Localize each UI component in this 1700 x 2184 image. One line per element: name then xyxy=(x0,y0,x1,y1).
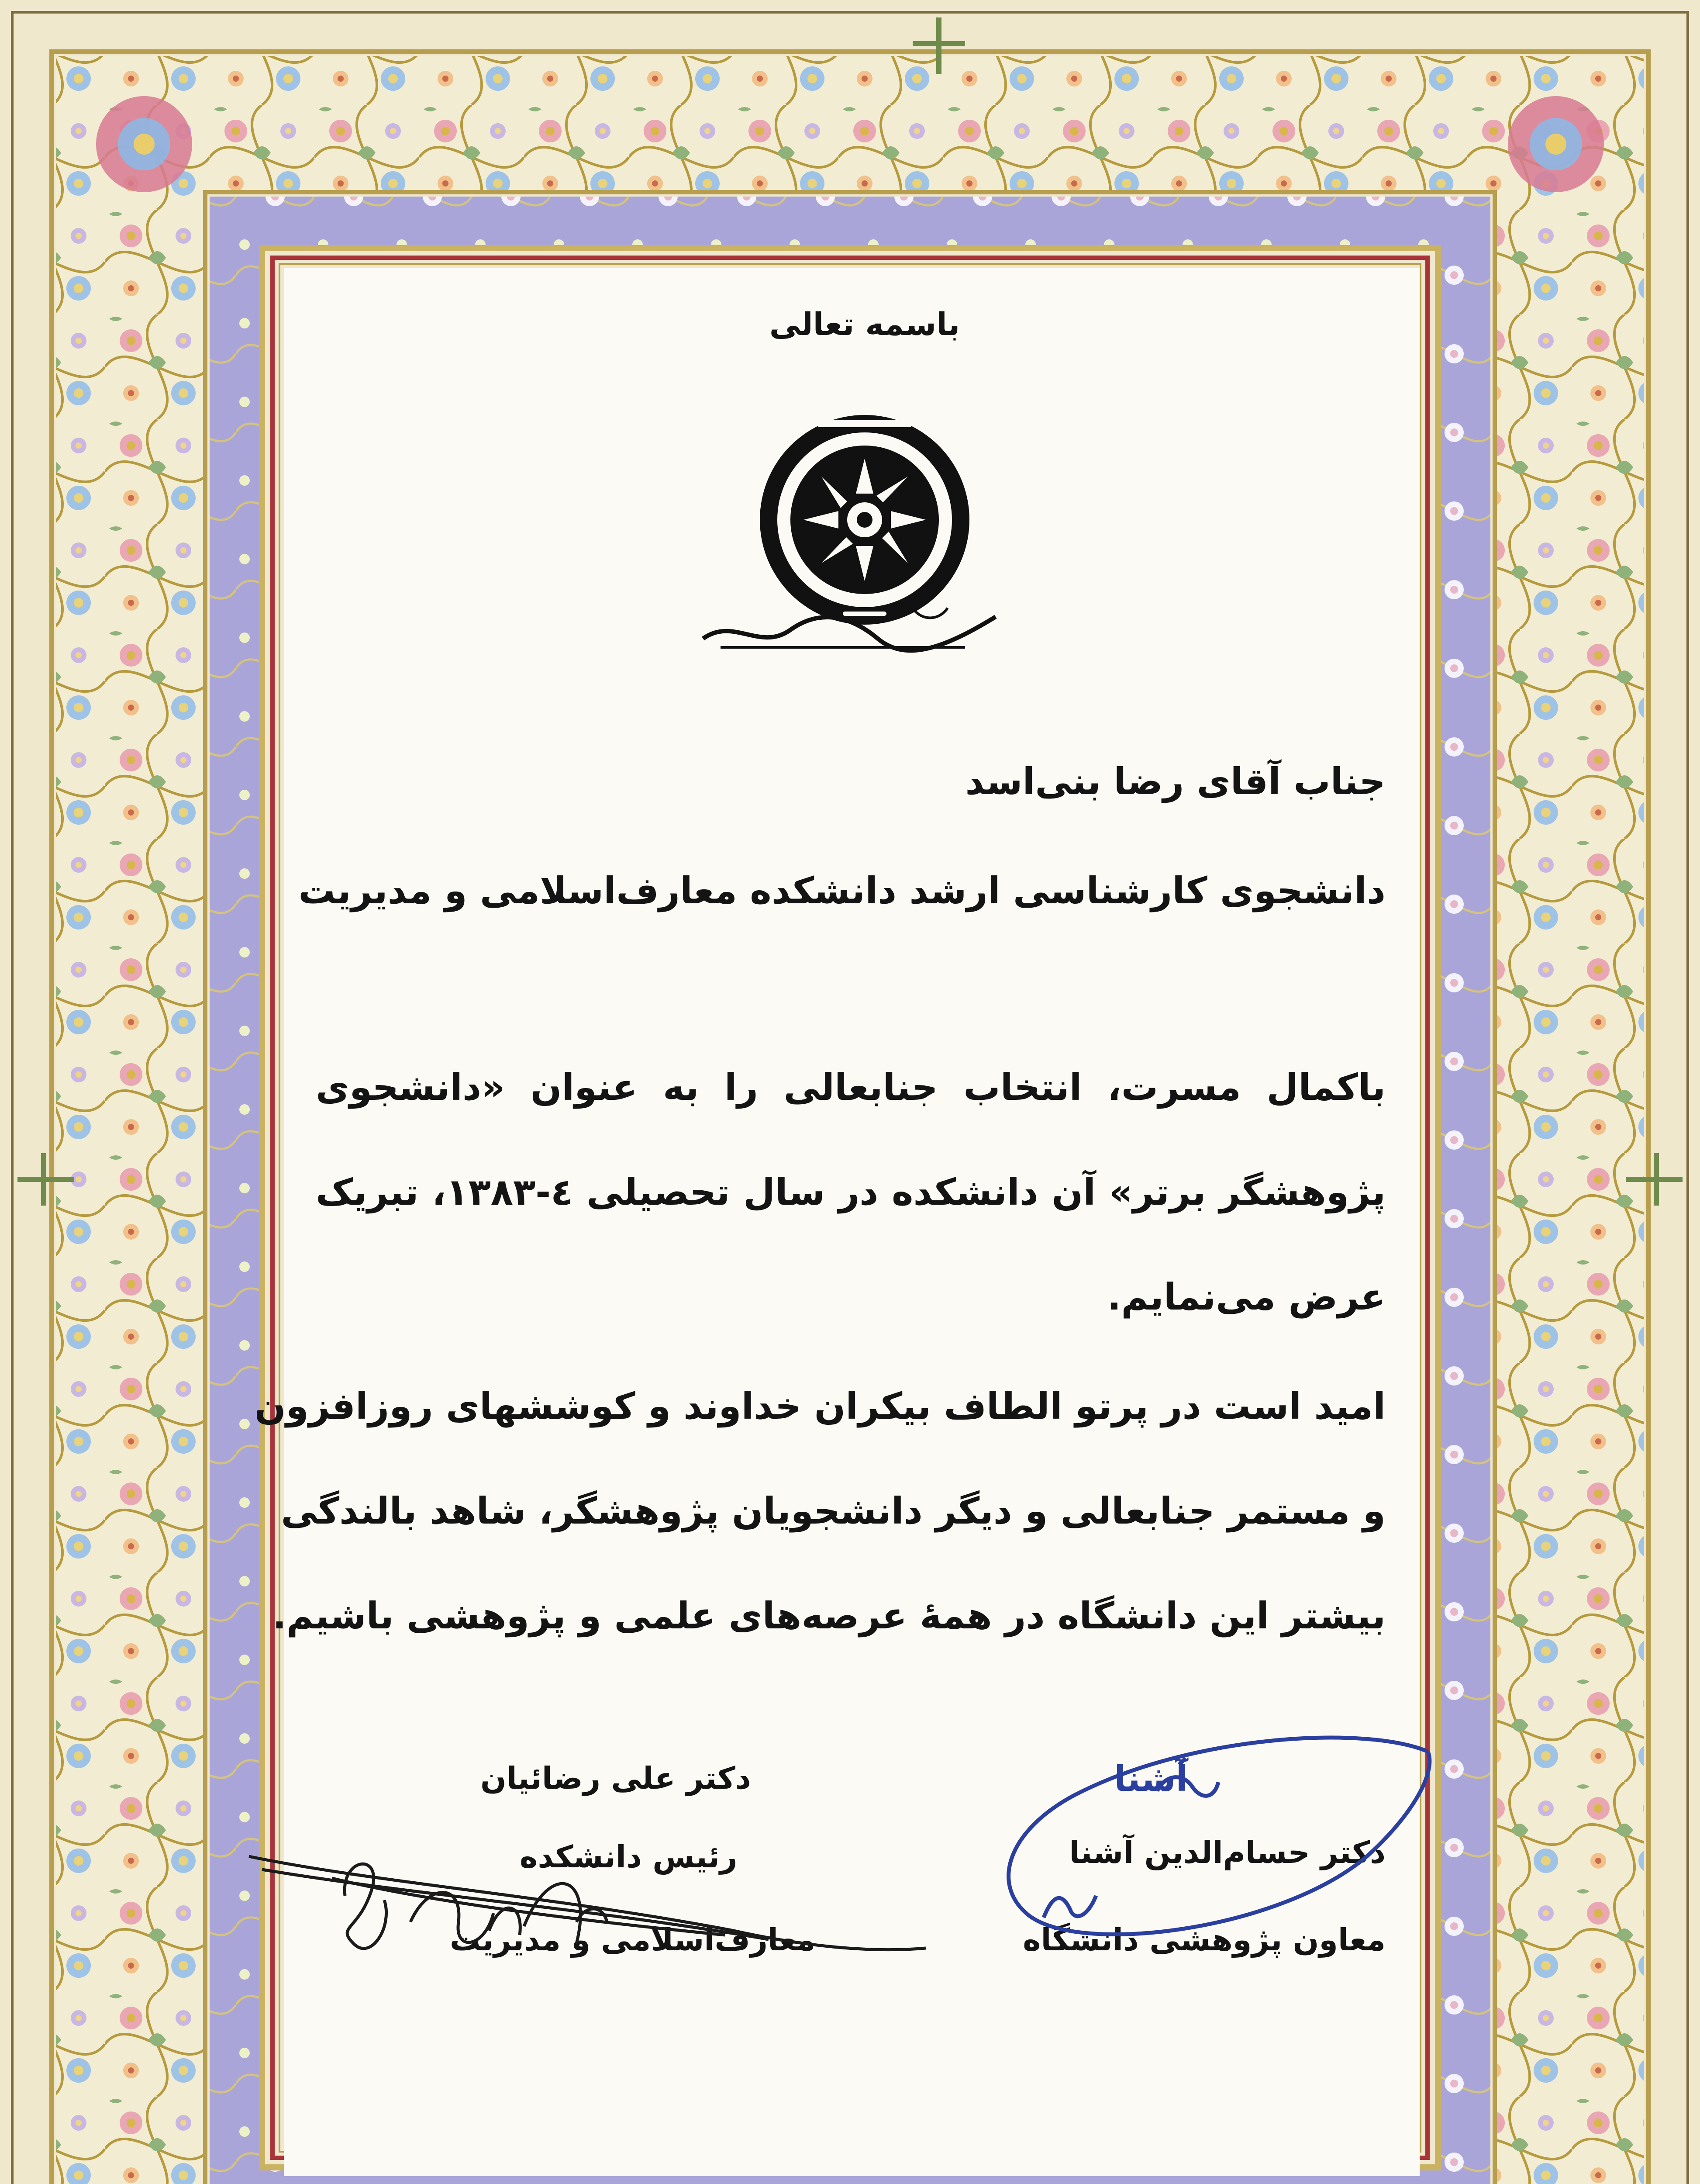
left-signature xyxy=(245,1821,943,1979)
right-signature-blue xyxy=(974,1725,1454,1966)
paragraph2-line1: امید است در پرتو الطاف بیکران خداوند و کوششهای روزافزون xyxy=(254,1385,1386,1427)
paragraph1-line1: باکمال مسرت، انتخاب جنابعالی را به عنوان «دانشجوی xyxy=(316,1066,1386,1109)
left-signatory-name: دکتر علی رضائیان xyxy=(480,1760,751,1796)
paragraph2-line3: بیشتر این دانشگاه در همهٔ عرصه‌های علمی و پژوهشی باشیم. xyxy=(272,1594,1386,1637)
handwritten-annotation: آشنا xyxy=(1114,1759,1188,1799)
student-line: دانشجوی کارشناسی ارشد دانشکده معارف‌اسلامی و مدیریت xyxy=(298,869,1386,912)
paragraph2-line2: و مستمر جنابعالی و دیگر دانشجویان پژوهشگر، شاهد بالندگی xyxy=(281,1489,1386,1532)
right-signatory-title: معاون پژوهشی دانشگاه xyxy=(1023,1922,1386,1958)
right-signatory-name: دکتر حسام‌الدین آشنا xyxy=(1069,1835,1386,1870)
left-signatory-title: رئیس دانشکده xyxy=(520,1839,738,1875)
left-signatory-faculty: معارف‌اسلامی و مدیریت xyxy=(450,1922,816,1958)
recipient-line: جناب آقای رضا بنی‌اسد xyxy=(965,760,1386,803)
heading-basmala: باسمه تعالی xyxy=(769,306,960,342)
paragraph1-line3: عرض می‌نمایم. xyxy=(1107,1275,1386,1318)
paragraph1-line2: پژوهشگر برتر» آن دانشکده در سال تحصیلی ٤-١٣٨٣، تبریک xyxy=(316,1171,1386,1213)
